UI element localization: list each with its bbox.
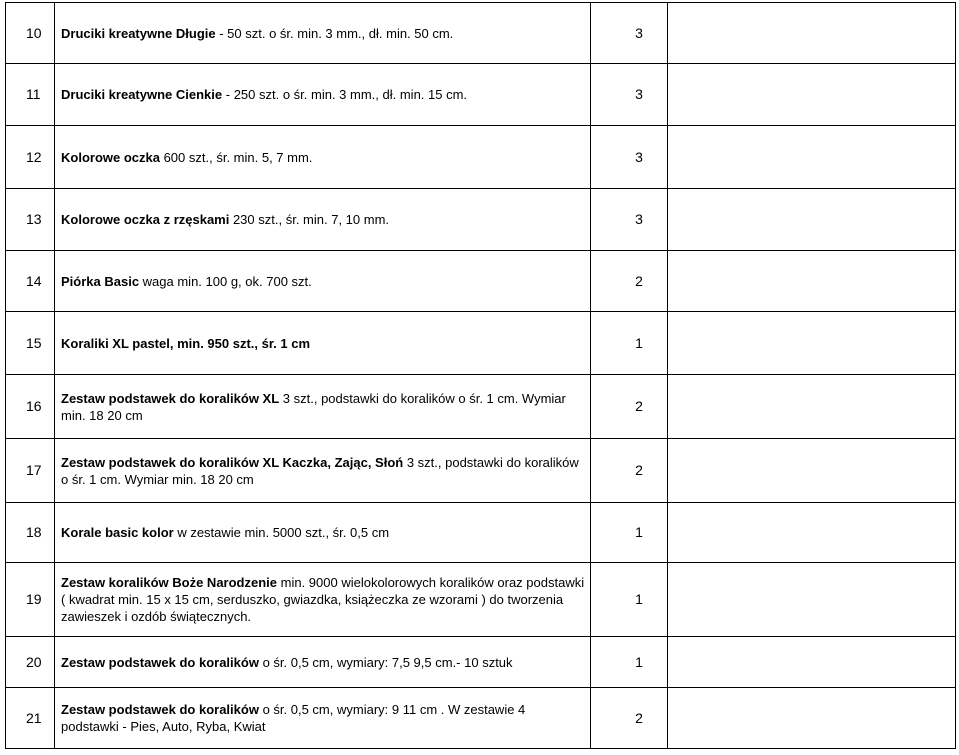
row-number: 17: [6, 439, 55, 503]
row-empty-cell: [668, 439, 956, 503]
item-name: Zestaw podstawek do koralików XL: [61, 390, 280, 406]
row-description: [55, 637, 591, 688]
row-quantity: 2: [591, 251, 668, 312]
item-name: Piórka Basic: [61, 273, 140, 289]
row-empty-cell: [668, 126, 956, 189]
row-empty-cell: [668, 503, 956, 563]
row-quantity: 2: [591, 375, 668, 439]
table-row: [6, 637, 956, 688]
row-empty-cell: [668, 64, 956, 126]
row-description: [55, 375, 591, 439]
row-description: [55, 189, 591, 251]
item-name: Kolorowe oczka z rzęskami: [61, 212, 230, 227]
item-details: - 250 szt. o śr. min. 3 mm., dł. min. 15 cm.: [222, 87, 468, 102]
row-empty-cell: [668, 189, 956, 251]
row-description: [55, 64, 591, 126]
row-description: [55, 3, 591, 64]
row-number: 11: [6, 64, 55, 126]
row-number: 19: [6, 563, 55, 637]
item-name: Zestaw podstawek do koralików XL Kaczka, Zając, Słoń: [61, 454, 404, 470]
table-row: [6, 189, 956, 251]
item-details: waga min. 100 g, ok. 700 szt.: [139, 273, 312, 289]
row-description: [55, 312, 591, 375]
items-table: [5, 2, 956, 749]
row-description: [55, 503, 591, 563]
row-quantity: 3: [591, 189, 668, 251]
row-empty-cell: [668, 3, 956, 64]
row-number: 10: [6, 3, 55, 64]
item-name: Korale basic kolor: [61, 525, 174, 540]
row-quantity: 1: [591, 637, 668, 688]
table-row: [6, 688, 956, 749]
row-number: 13: [6, 189, 55, 251]
table-row: [6, 251, 956, 312]
table-row: [6, 439, 956, 503]
row-number: 12: [6, 126, 55, 189]
item-name: Koraliki XL pastel, min. 950 szt., śr.: [61, 335, 277, 351]
row-number: 15: [6, 312, 55, 375]
row-empty-cell: [668, 637, 956, 688]
table-row: [6, 64, 956, 126]
row-number: 18: [6, 503, 55, 563]
row-number: 16: [6, 375, 55, 439]
row-quantity: 1: [591, 563, 668, 637]
table-row: [6, 503, 956, 563]
item-details: o śr. 0,5 cm, wymiary: 9 11 cm . W zestawie 4 podstawki - Pies, Auto, Ryba, Kwiat: [61, 702, 526, 734]
row-description: [55, 563, 591, 637]
item-details: 230 szt., śr. min. 7, 10 mm.: [229, 212, 390, 227]
row-quantity: 2: [591, 688, 668, 749]
row-empty-cell: [668, 563, 956, 637]
row-quantity: 1: [591, 503, 668, 563]
row-empty-cell: [668, 312, 956, 375]
item-details: o śr. 0,5 cm, wymiary: 7,5 9,5 cm.- 10 sztuk: [258, 654, 513, 670]
row-quantity: 1: [591, 312, 668, 375]
item-name: Kolorowe oczka: [61, 149, 160, 165]
row-empty-cell: [668, 688, 956, 749]
item-details: 3 szt., podstawki do koralików o śr. 1 cm. Wymiar min. 18 20 cm: [61, 390, 566, 423]
row-description: [55, 126, 591, 189]
table-row: [6, 563, 956, 637]
row-empty-cell: [668, 375, 956, 439]
table-row: [6, 126, 956, 189]
row-quantity: 3: [591, 64, 668, 126]
item-details: min. 9000 wielokolorowych koralików oraz podstawki ( kwadrat min. 15 x 15 cm, serduszko, gwiazdka, książeczka ze wzorami ) do tworzenia zawieszek i ozdób świątecznych.: [61, 575, 585, 624]
table-row: [6, 375, 956, 439]
row-empty-cell: [668, 251, 956, 312]
row-number: 21: [6, 688, 55, 749]
row-quantity: 2: [591, 439, 668, 503]
item-name: Zestaw podstawek do koralików: [61, 702, 259, 717]
row-number: 14: [6, 251, 55, 312]
item-details: - 50 szt. o śr. min. 3 mm., dł. min. 50 cm.: [215, 25, 454, 41]
item-details: 3 szt., podstawki do koralików o śr. 1 cm. Wymiar min. 18 20 cm: [61, 454, 579, 487]
table-row: [6, 312, 956, 375]
item-name: Zestaw podstawek do koralików: [61, 654, 259, 670]
item-name: Druciki kreatywne Cienkie: [61, 87, 223, 102]
row-quantity: 3: [591, 126, 668, 189]
row-number: 20: [6, 637, 55, 688]
item-name: Druciki kreatywne Długie: [61, 25, 216, 41]
item-details: 600 szt., śr. min. 5, 7 mm.: [159, 149, 313, 165]
item-details: 1 cm: [276, 335, 311, 351]
item-name: Zestaw koralików Boże Narodzenie: [61, 575, 278, 590]
row-description: [55, 439, 591, 503]
item-details: w zestawie min. 5000 szt., śr. 0,5 cm: [173, 525, 390, 540]
row-quantity: 3: [591, 3, 668, 64]
table-row: [6, 3, 956, 64]
row-description: [55, 251, 591, 312]
row-description: [55, 688, 591, 749]
